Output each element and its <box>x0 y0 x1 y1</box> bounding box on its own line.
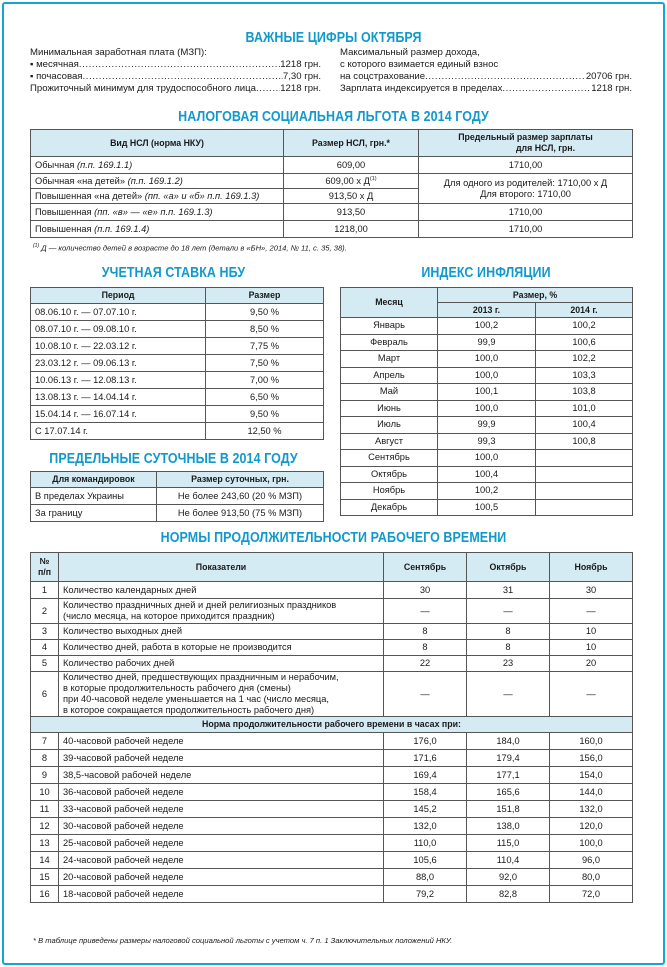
monthly-wage-row: ▪ месячная ..... 1218 грн. <box>30 59 321 71</box>
table-row: 23.03.12 г. — 09.06.13 г. 7,50 % <box>31 355 324 372</box>
table-row: Ноябрь 100,2 <box>341 483 633 500</box>
inflation-header-month: Месяц <box>341 288 438 318</box>
nsl-title: НАЛОГОВАЯ СОЦИАЛЬНАЯ ЛЬГОТА В 2014 ГОДУ <box>178 109 489 125</box>
daily-title: ПРЕДЕЛЬНЫЕ СУТОЧНЫЕ В 2014 ГОДУ <box>49 451 298 467</box>
nsl-header-type: Вид НСЛ (норма НКУ) <box>31 130 284 157</box>
hours-header-sep: Сентябрь <box>384 553 467 582</box>
table-row: Обычная «на детей» (п.п. 169.1.2) 609,00 х $Д^{(1)}$ Для одного из родителей: 1710,00 х Д Для второго: 1710,00 <box>31 174 633 189</box>
hours-header-indicator: Показатели <box>59 553 384 582</box>
table-row: С 17.07.14 г. 12,50 % <box>31 423 324 440</box>
hours-title: НОРМЫ ПРОДОЛЖИТЕЛЬНОСТИ РАБОЧЕГО ВРЕМЕНИ <box>160 530 507 546</box>
nbu-title: УЧЕТНАЯ СТАВКА НБУ <box>101 265 246 281</box>
table-row: 15.04.14 г. — 16.07.14 г. 9,50 % <box>31 406 324 423</box>
table-row: Январь 100,2 100,2 <box>341 318 633 335</box>
nsl-table <box>30 129 633 238</box>
table-row: Февраль 99,9 100,6 <box>341 334 633 351</box>
table-row: 13.08.13 г. — 14.04.14 г. 6,50 % <box>31 389 324 406</box>
table-row: 10 36-часовой рабочей неделе 158,4 165,6 144,0 <box>31 784 633 801</box>
table-row: Октябрь 100,4 <box>341 466 633 483</box>
table-row: Декабрь 100,5 <box>341 499 633 516</box>
table-row: 5 Количество рабочих дней 22 23 20 <box>31 656 633 672</box>
inflation-header-2014: 2014 г. <box>536 303 633 318</box>
footnote: * В таблице приведены размеры налоговой социальной льготы с учетом ч. 7 п. 1 Заключительных положений НКУ. <box>33 936 453 945</box>
table-row: 14 24-часовой рабочей неделе 105,6 110,4 96,0 <box>31 852 633 869</box>
table-row: 11 33-часовой рабочей неделе 145,2 151,8 132,0 <box>31 801 633 818</box>
table-row: 10.06.13 г. — 12.08.13 г. 7,00 % <box>31 372 324 389</box>
table-row: 15 20-часовой рабочей неделе 88,0 92,0 80,0 <box>31 869 633 886</box>
max-income-line1: Максимальный размер дохода, <box>340 47 480 58</box>
inflation-title: ИНДЕКС ИНФЛЯЦИИ <box>421 265 551 281</box>
october-title: ВАЖНЫЕ ЦИФРЫ ОКТЯБРЯ <box>245 30 422 46</box>
table-row: 3 Количество выходных дней 8 8 10 <box>31 624 633 640</box>
table-row: 7 40-часовой рабочей неделе 176,0 184,0 160,0 <box>31 733 633 750</box>
table-row: Повышенная (пп. «в» — «е» п.п. 169.1.3) 913,50 1710,00 <box>31 204 633 221</box>
table-row: В пределах Украины Не более 243,60 (20 % МЗП) <box>31 488 324 505</box>
daily-header-trips: Для командировок <box>31 472 157 488</box>
table-row: 08.07.10 г. — 09.08.10 г. 8,50 % <box>31 321 324 338</box>
table-row: 2 Количество праздничных дней и дней религиозных праздников (число месяца, на которое приходится праздник) — — — <box>31 599 633 624</box>
table-row: 08.06.10 г. — 07.07.10 г. 9,50 % <box>31 304 324 321</box>
inflation-header-size: Размер, % <box>438 288 633 303</box>
table-row: Обычная (п.п. 169.1.1) 609,00 1710,00 <box>31 157 633 174</box>
daily-table <box>30 471 324 522</box>
hours-header-oct: Октябрь <box>467 553 550 582</box>
table-row: 10.08.10 г. — 22.03.12 г. 7,75 % <box>31 338 324 355</box>
hours-header-num: № п/п <box>31 553 59 582</box>
nsl-header-limit: Предельный размер зарплаты для НСЛ, грн. <box>419 130 633 157</box>
table-row: 6 Количество дней, предшествующих праздничным и нерабочим, в которые продолжительность рабочего дня (смены) при 40-часовой неделе уменьшается на 1 час (число месяца, в которое сокращается продолжительность рабочего дня) — — — <box>31 672 633 717</box>
hours-table <box>30 552 633 903</box>
mzp-label: Минимальная заработная плата (МЗП): <box>30 47 207 58</box>
inflation-header-2013: 2013 г. <box>438 303 536 318</box>
table-row: Август 99,3 100,8 <box>341 433 633 450</box>
table-row: Март 100,0 102,2 <box>341 351 633 368</box>
table-row: Май 100,1 103,8 <box>341 384 633 401</box>
table-row: 16 18-часовой рабочей неделе 79,2 82,8 72,0 <box>31 886 633 903</box>
table-row: Повышенная (п.п. 169.1.4) 1218,00 1710,00 <box>31 221 633 238</box>
indexation-row: Зарплата индексируется в пределах ..... 1218 грн. <box>340 83 632 95</box>
hours-section-title: Норма продолжительности рабочего времени в часах при: <box>31 717 633 733</box>
hourly-wage-row: ▪ почасовая ..... 7,30 грн. <box>30 71 321 83</box>
table-row: 9 38,5-часовой рабочей неделе 169,4 177,1 154,0 <box>31 767 633 784</box>
table-row: За границу Не более 913,50 (75 % МЗП) <box>31 505 324 522</box>
nsl-header-size: Размер НСЛ, грн.* <box>284 130 419 157</box>
table-row: Июнь 100,0 101,0 <box>341 400 633 417</box>
nsl-footnote: $^{(1)}$ Д — количество детей в возрасте до 18 лет (детали в «БН», 2014, № 11, с. 35, 38). <box>33 243 347 253</box>
daily-header-amount: Размер суточных, грн. <box>157 472 324 488</box>
nbu-header-rate: Размер <box>206 288 324 304</box>
table-row: 12 30-часовой рабочей неделе 132,0 138,0 120,0 <box>31 818 633 835</box>
inflation-table <box>340 287 633 516</box>
table-row: 13 25-часовой рабочей неделе 110,0 115,0 100,0 <box>31 835 633 852</box>
nbu-table <box>30 287 324 440</box>
table-row: Повышенная «на детей» (пп. «а» и «б» п.п. 169.1.3) 913,50 х Д <box>31 189 633 204</box>
subsistence-row: Прожиточный минимум для трудоспособного лица ..... 1218 грн. <box>30 83 321 95</box>
max-income-line2: с которого взимается единый взнос <box>340 59 499 70</box>
table-row: 8 39-часовой рабочей неделе 171,6 179,4 156,0 <box>31 750 633 767</box>
table-row: Июль 99,9 100,4 <box>341 417 633 434</box>
table-row: 1 Количество календарных дней 30 31 30 <box>31 582 633 599</box>
hours-header-nov: Ноябрь <box>550 553 633 582</box>
max-income-row: на соцстрахование ..... 20706 грн. <box>340 71 632 83</box>
nbu-header-period: Период <box>31 288 206 304</box>
table-row: 4 Количество дней, работа в которые не производится 8 8 10 <box>31 640 633 656</box>
table-row: Сентябрь 100,0 <box>341 450 633 467</box>
table-row: Апрель 100,0 103,3 <box>341 367 633 384</box>
